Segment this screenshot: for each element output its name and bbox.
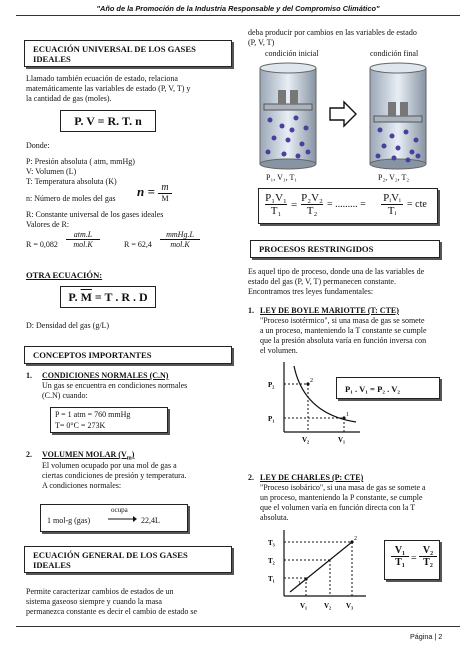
boyle-graph: [264, 358, 364, 450]
charles-graph: [262, 526, 372, 616]
formula-ideal-gas: P. V = R. T. n: [60, 110, 156, 132]
law1-line1: "Proceso isotérmico", si una masa de gas se somete: [260, 316, 425, 325]
final-condition-label: condición final: [370, 49, 419, 58]
boyle-label-v2: V₂: [302, 436, 310, 444]
section-title-conceptos: CONCEPTOS IMPORTANTES: [24, 346, 232, 364]
law1-title: LEY DE BOYLE MARIOTTE (T: CTE): [260, 306, 399, 315]
charles-equals: =: [411, 553, 417, 564]
document-header: "Año de la Promoción de la Industria Responsable y del Compromiso Climático": [96, 4, 380, 13]
r2-denominator: mol.K: [170, 240, 190, 249]
eq-cte: = cte: [407, 199, 427, 210]
boyle-point-1-label: 1: [346, 412, 349, 418]
page-number: 2: [438, 632, 443, 641]
eq-ti: Tᵢ: [387, 205, 397, 217]
normal-conditions-box: [50, 407, 168, 433]
n-denominator: $\overline{M}$: [161, 194, 169, 203]
paragraph-line: matemáticamente las variables de estado (P, V, T) y: [26, 84, 191, 93]
otra-ecuacion-heading: OTRA ECUACIÓN:: [26, 270, 103, 280]
r2-numerator: mmHg.L: [160, 230, 200, 240]
n-equals: =: [147, 184, 155, 199]
r1-denominator: mol.K: [73, 240, 93, 249]
footer-rule: [16, 626, 460, 627]
section-title-line1: ECUACIÓN UNIVERSAL DE LOS GASES: [33, 44, 196, 54]
ocupa-label: ocupa: [111, 506, 128, 514]
law1-line2: a un proceso, manteniendo la T constante se cumple: [260, 326, 427, 335]
boyle-label-p1: P₁: [268, 415, 275, 423]
arrow-right-icon: [107, 515, 137, 523]
eq-p1v1: P₁V₁: [265, 192, 287, 204]
boyle-equation: P₁ . V₁ = P₂ . V₂: [345, 384, 400, 394]
r-unit-fraction-1: [66, 230, 100, 249]
normal-conditions-p: P = 1 atm = 760 mmHg: [55, 410, 131, 419]
paragraph-line: deba producir por cambios en las variables de estado: [248, 28, 417, 37]
section-title-ecuacion-universal: [24, 40, 232, 67]
law2-line4: absoluta.: [260, 513, 289, 522]
law1-number: 1.: [248, 306, 254, 315]
charles-point-1: [304, 577, 307, 580]
law1-line4: el volumen.: [260, 346, 298, 355]
molar-volume-box: [40, 504, 188, 532]
charles-label-v1: V₁: [300, 602, 308, 610]
boyle-point-2-label: 2: [310, 378, 313, 384]
eq-equals-1: =: [291, 199, 298, 211]
eq-p2v2: P₂V₂: [301, 192, 323, 204]
n-symbol: [137, 184, 155, 200]
final-state-label: P₂, V₂, T₂: [378, 173, 410, 182]
definition-v: V: Volumen (L): [26, 167, 77, 176]
concept2-number: [26, 450, 32, 460]
law2-number: 2.: [248, 473, 254, 482]
charles-t2: T₂: [423, 557, 433, 568]
section-title-line2: IDEALES: [33, 560, 71, 570]
boyle-equation-box: [336, 377, 440, 399]
definition-n: n: Número de moles del gas: [26, 194, 116, 203]
concept2-line3: A condiciones normales:: [42, 481, 122, 490]
charles-v2: V₂: [419, 545, 437, 557]
eq-dots: = ......... =: [327, 199, 366, 210]
general-gas-equation-box: [258, 188, 438, 224]
gas-cylinder-final-image: [366, 60, 430, 170]
concept1-title: CONDICIONES NORMALES (C.N): [42, 371, 169, 380]
charles-point-1-label: 1: [298, 581, 301, 587]
normal-conditions-t: T= 0°C = 273K: [55, 421, 106, 430]
definition-p: P: Presión absoluta ( atm, mmHg): [26, 157, 135, 166]
paragraph-line: sistema gaseoso siempre y cuando la masa: [26, 597, 162, 606]
concept2-line2: ciertas condiciones de presión y temperatura.: [42, 471, 187, 480]
r-unit-fraction-2: [160, 230, 200, 249]
paragraph-line: (P, V, T): [248, 38, 275, 47]
boyle-label-p2: P₂: [268, 381, 275, 389]
paragraph-line: Permite caracterizar cambios de estados de un: [26, 587, 174, 596]
donde-label: Donde:: [26, 141, 50, 150]
charles-label-v2: V₂: [324, 602, 332, 610]
charles-label-t3: T₃: [268, 539, 275, 547]
r1-numerator: atm.L: [66, 230, 100, 240]
page-separator: |: [434, 632, 437, 641]
n-fraction: [158, 182, 172, 203]
page-label: Página: [410, 632, 433, 641]
definition-d: D: Densidad del gas (g/L): [26, 321, 110, 330]
concept2-title-text: VOLUMEN MOLAR (V: [42, 450, 127, 459]
gas-cylinder-initial-image: [256, 60, 320, 170]
charles-v1: V₁: [391, 545, 409, 557]
n-symbol-text: n: [137, 184, 145, 199]
page-footer: [410, 632, 442, 641]
n-numerator: m: [158, 182, 172, 194]
initial-state-label: P₁, V₁, T₁: [266, 173, 298, 182]
law2-line1: "Proceso isobárico", si una masa de gas se somete a: [260, 483, 426, 492]
eq-t1: T₁: [270, 205, 282, 217]
valores-r-label: Valores de R:: [26, 220, 70, 229]
boyle-label-v1: V₁: [338, 436, 346, 444]
eq-fraction-2: [301, 192, 323, 217]
initial-condition-label: condición inicial: [265, 49, 319, 58]
paragraph-line: Encontramos tres leyes fundamentales:: [248, 287, 374, 296]
concept1-number: 1.: [26, 371, 32, 380]
section-title-ecuacion-general: [24, 546, 232, 573]
concept2-line1: El volumen ocupado por una mol de gas a: [42, 461, 177, 470]
concept1-line2: (C.N) cuando:: [42, 391, 88, 400]
process-arrow-icon: [328, 100, 358, 128]
law2-line2: un proceso, manteniendo la P constante, se cumple: [260, 493, 423, 502]
concept1-line1: Un gas se encuentra en condiciones normales: [42, 381, 188, 390]
eq-pivi: PᵢVᵢ: [381, 192, 403, 205]
formula2-p: P.: [68, 290, 78, 304]
charles-label-t2: T₂: [268, 557, 275, 565]
r-value-1: R = 0,082: [26, 240, 58, 249]
paragraph-line: permanezca constante es decir el cambio de estado se: [26, 607, 198, 616]
paragraph-line: estado del gas (P, V, T) permanecen constante.: [248, 277, 396, 286]
law1-line3: que la presión absoluta varía en función inversa con: [260, 336, 427, 345]
charles-equation-box: [384, 540, 440, 580]
charles-t1: T₁: [395, 557, 405, 568]
charles-fraction-2: [419, 545, 437, 568]
molar-volume-lhs: 1 mol-g (gas): [47, 516, 91, 525]
charles-label-t1: T₁: [268, 575, 275, 583]
concept2-number-text: 2.: [26, 450, 32, 459]
definition-t: T: Temperatura absoluta (K): [26, 177, 117, 186]
law2-line3: que el volumen varía en función directa con la T: [260, 503, 416, 512]
paragraph-line: la cantidad de gas (moles).: [26, 94, 112, 103]
r-value-2: R = 62,4: [124, 240, 152, 249]
paragraph-line: Es aquel tipo de proceso, donde una de las variables de: [248, 267, 425, 276]
eq-fraction-i: [381, 192, 403, 217]
molar-volume-rhs: 22,4L: [141, 516, 160, 525]
paragraph-line: Llamado también ecuación de estado, relaciona: [26, 74, 178, 83]
section-title-line1: ECUACIÓN GENERAL DE LOS GASES: [33, 550, 188, 560]
charles-fraction-1: [391, 545, 409, 568]
header-rule: [16, 15, 460, 16]
law2-title: LEY DE CHARLES (P: CTE): [260, 473, 364, 482]
definition-r: R: Constante universal de los gases ideales: [26, 210, 164, 219]
charles-point-2-label: 2: [354, 536, 357, 542]
section-title-procesos: PROCESOS RESTRINGIDOS: [250, 240, 440, 258]
eq-fraction-1: [265, 192, 287, 217]
concept2-subscript: m: [126, 455, 132, 462]
section-title-line2: IDEALES: [33, 54, 71, 64]
charles-label-v3: V₃: [346, 602, 354, 610]
eq-t2: T₂: [306, 205, 318, 217]
formula2-rest: = T . R . D: [94, 290, 148, 304]
formula2-m: $\overline{M}$: [80, 290, 92, 304]
formula-density: [60, 286, 156, 308]
concept2-close: ): [131, 450, 135, 459]
